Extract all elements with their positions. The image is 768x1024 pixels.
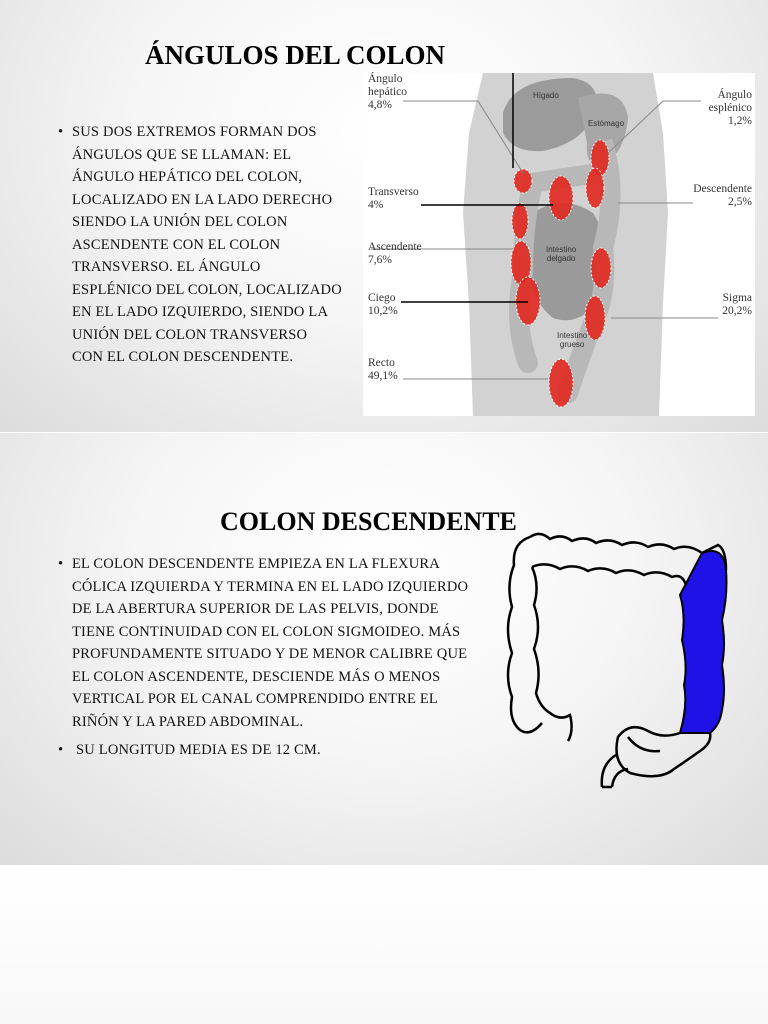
label-descendente: Descendente 2,5%: [693, 183, 752, 208]
bullet-marker: •: [58, 124, 64, 140]
bullet-item: [58, 121, 342, 369]
organ-label-intestino-grueso: Intestino grueso: [557, 331, 588, 349]
organ-label-estomago: Estómago: [588, 119, 625, 128]
label-transverso: Transverso 4%: [368, 186, 419, 211]
bullet-text: SUS DOS EXTREMOS FORMAN DOS ÁNGULOS QUE SE LLAMAN: EL ÁNGULO HEPÁTICO DEL COLON, LOCALIZADO EN LA LADO DERECHO SIENDO LA UNIÓN DEL COLON ASCENDENTE CON EL COLON TRANSVERSO. EL ÁNGULO ESPLÉNICO DEL COLON, LOCALIZADO EN EL LADO IZQUIERDO, SIENDO LA UNIÓN DEL COLON TRANSVERSO CON EL COLON DESCENDENTE.: [72, 124, 342, 365]
label-angulo-esplenico: Ángulo esplénico 1,2%: [708, 89, 752, 127]
organ-label-intestino-delgado: Intestino delgado: [546, 245, 577, 263]
slide1-bullet-list: [58, 121, 342, 375]
label-recto: Recto 49,1%: [368, 357, 398, 382]
slide-blank: [0, 866, 768, 1024]
label-ciego: Ciego 10,2%: [368, 292, 398, 317]
slide1-title: ÁNGULOS DEL COLON: [145, 40, 446, 70]
bullet-marker: •: [58, 742, 64, 758]
descending-colon-illustration: [490, 525, 740, 797]
bullet-item: [58, 739, 478, 762]
label-angulo-hepatico: Ángulo hepático 4,8%: [368, 73, 407, 111]
bullet-text: EL COLON DESCENDENTE EMPIEZA EN LA FLEXURA CÓLICA IZQUIERDA Y TERMINA EN EL LADO IZQUIERDO DE LA ABERTURA SUPERIOR DE LAS PELVIS, DONDE TIENE CONTINUIDAD CON EL COLON SIGMOIDEO. MÁS PROFUNDAMENTE SITUADO Y DE MENOR CALIBRE QUE EL COLON ASCENDENTE, DESCIENDE MÁS O MENOS VERTICAL POR EL CANAL COMPRENDIDO ENTRE EL RIÑÓN Y LA PARED ABDOMINAL.: [72, 556, 469, 730]
slide-angulos-del-colon: [0, 0, 768, 432]
slide2-bullet-list: [58, 553, 478, 768]
bullet-item: [58, 553, 478, 733]
colon-angles-figure: [363, 73, 755, 416]
slide2-title: COLON DESCENDENTE: [220, 507, 517, 536]
bullet-marker: •: [58, 556, 64, 572]
label-sigma: Sigma 20,2%: [722, 292, 752, 317]
label-ascendente: Ascendente 7,6%: [368, 241, 422, 266]
organ-label-higado: Hígado: [533, 91, 559, 100]
bullet-text: SU LONGITUD MEDIA ES DE 12 CM.: [76, 742, 321, 758]
